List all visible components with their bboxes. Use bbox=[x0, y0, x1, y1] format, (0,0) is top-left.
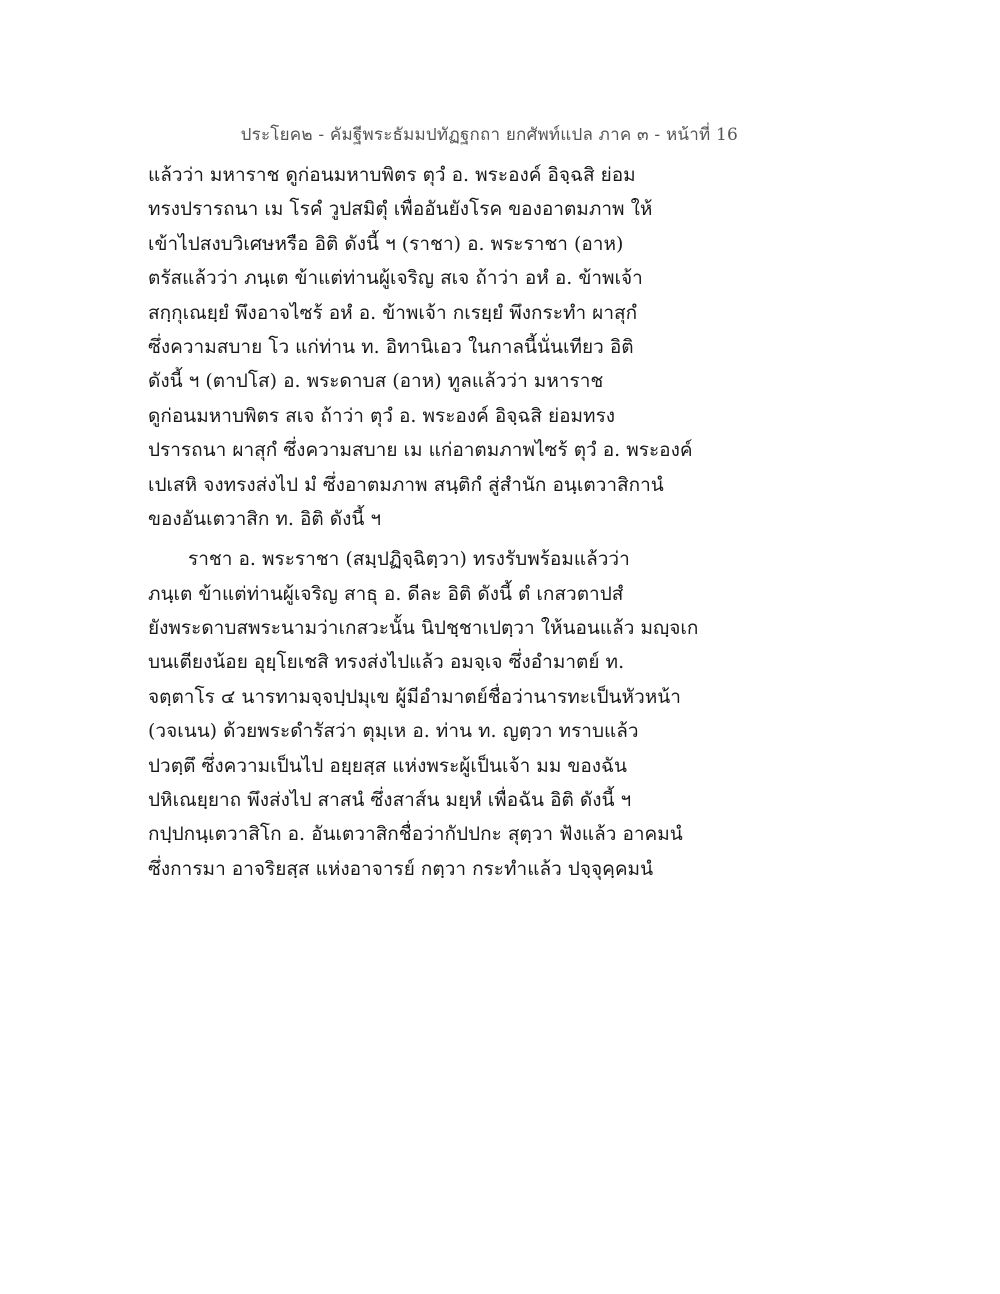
text-line: ตรัสแล้วว่า ภนฺเต ข้าแต่ท่านผู้เจริญ สเจ ถ้าว่า อหํ อ. ข้าพเจ้า bbox=[148, 267, 643, 290]
text-line: เปเสหิ จงทรงส่งไป มํ ซึ่งอาตมภาพ สนฺติกํ สู่สำนัก อนฺเตวาสิกานํ bbox=[148, 473, 664, 496]
text-line: ราชา อ. พระราชา (สมฺปฏิจฺฉิตฺวา) ทรงรับพร้อมแล้วว่า bbox=[188, 548, 630, 571]
text-line: ภนฺเต ข้าแต่ท่านผู้เจริญ สาธุ อ. ดีละ อิติ ดังนี้ ตํ เกสวตาปสํ bbox=[148, 582, 624, 605]
text-line: ดูก่อนมหาบพิตร สเจ ถ้าว่า ตุวํ อ. พระองค์ อิจฺฉสิ ย่อมทรง bbox=[148, 404, 616, 427]
text-line: ปรารถนา ผาสุกํ ซึ่งความสบาย เม แก่อาตมภาพไซร้ ตุวํ อ. พระองค์ bbox=[148, 439, 693, 462]
text-line: ซึ่งความสบาย โว แก่ท่าน ท. อิทานิเอว ในกาลนี้นั่นเทียว อิติ bbox=[148, 335, 634, 358]
text-line: บนเตียงน้อย อุยฺโยเชสิ ทรงส่งไปแล้ว อมจฺเจ ซึ่งอำมาตย์ ท. bbox=[148, 651, 625, 674]
text-line: ปวตฺตึ ซึ่งความเป็นไป อยฺยสฺส แห่งพระผู้เป็นเจ้า มม ของฉัน bbox=[148, 754, 627, 777]
text-line: เข้าไปสงบวิเศษหรือ อิติ ดังนี้ ฯ (ราชา) อ. พระราชา (อาห) bbox=[148, 232, 624, 255]
paragraph bbox=[148, 542, 708, 886]
text-line: ปหิเณยฺยาถ พึงส่งไป สาสนํ ซึ่งสาส์น มยฺหํ เพื่อฉัน อิติ ดังนี้ ฯ bbox=[148, 789, 632, 812]
text-line: ซึ่งการมา อาจริยสฺส แห่งอาจารย์ กตฺวา กระทำแล้ว ปจฺจุคฺคมนํ bbox=[148, 857, 654, 880]
text-line: ดังนี้ ฯ (ตาปโส) อ. พระดาบส (อาห) ทูลแล้วว่า มหาราช bbox=[148, 370, 604, 393]
text-line: ของอันเตวาสิก ท. อิติ ดังนี้ ฯ bbox=[148, 507, 382, 530]
body-text bbox=[148, 158, 708, 886]
running-header: ประโยค๒ - คัมฐีพระธัมมปทัฏฐกถา ยกศัพท์แปล ภาค ๓ - หน้าที่ 16 bbox=[240, 125, 738, 145]
text-line: กปฺปกนฺเตวาสิโก อ. อันเตวาสิกชื่อว่ากัปปกะ สุตฺวา ฟังแล้ว อาคมนํ bbox=[148, 823, 683, 846]
text-line: (วจเนน) ด้วยพระดำรัสว่า ตุมฺเห อ. ท่าน ท. ญตฺวา ทราบแล้ว bbox=[148, 720, 639, 743]
text-line: จตฺตาโร ๔ นารทามจฺจปฺปมุเข ผู้มีอำมาตย์ชื่อว่านารทะเป็นหัวหน้า bbox=[148, 685, 681, 708]
paragraph bbox=[148, 158, 708, 536]
text-line: ยังพระดาบสพระนามว่าเกสวะนั้น นิปชฺชาเปตฺวา ให้นอนแล้ว มญฺจเก bbox=[148, 617, 699, 640]
text-line: แล้วว่า มหาราช ดูก่อนมหาบพิตร ตุวํ อ. พระองค์ อิจฺฉสิ ย่อม bbox=[148, 164, 636, 186]
text-line: สกฺกุเณยฺยํ พึงอาจไซร้ อหํ อ. ข้าพเจ้า กเรยฺยํ พึงกระทำ ผาสุกํ bbox=[148, 301, 638, 324]
text-line: ทรงปรารถนา เม โรคํ วูปสมิตุํ เพื่ออันยังโรค ของอาตมภาพ ให้ bbox=[148, 198, 653, 221]
